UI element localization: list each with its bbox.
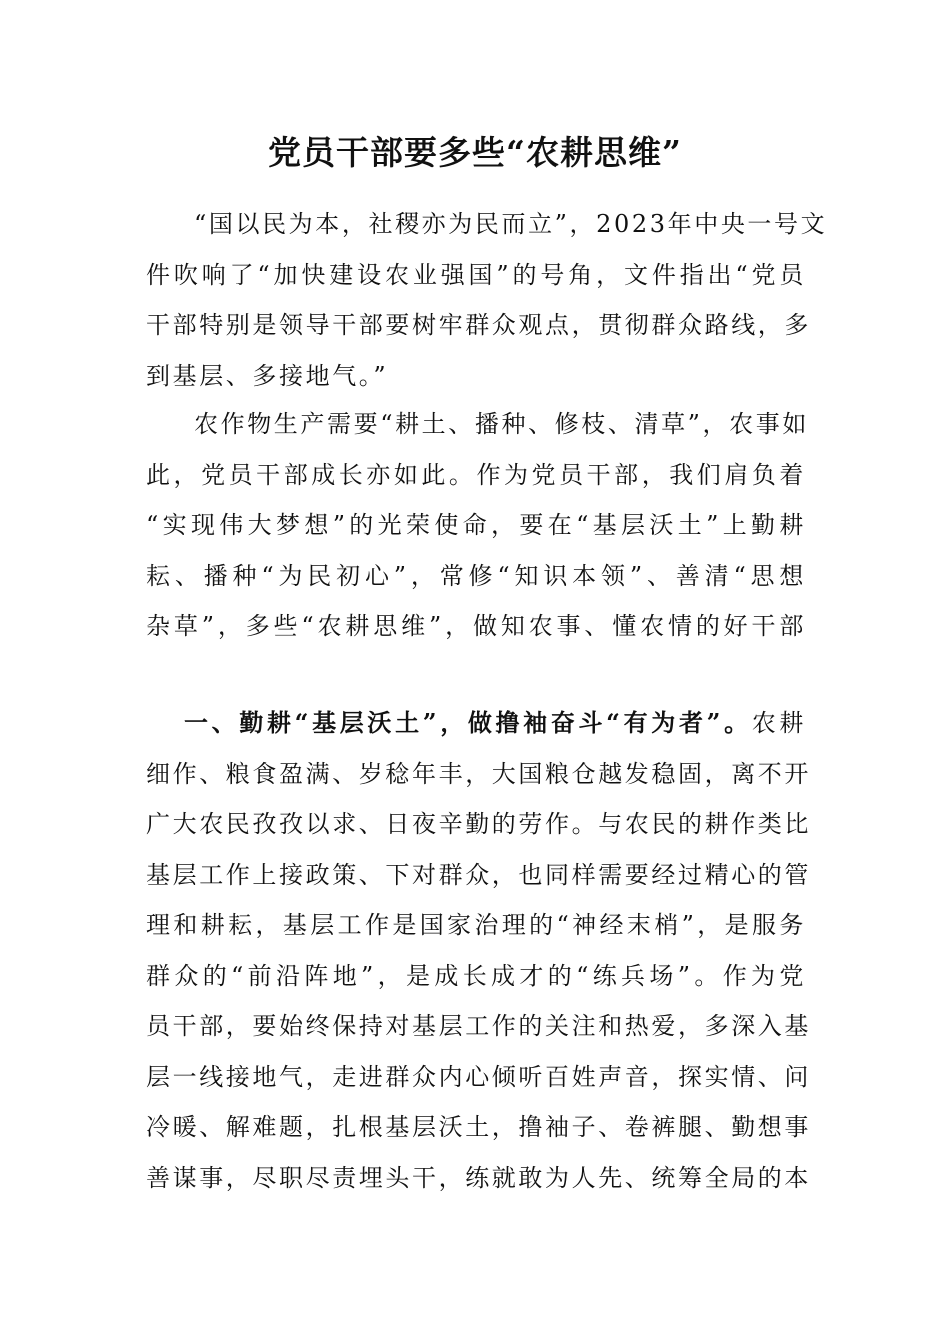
paragraph-line: 耘、播种“为民初心”，常修“知识本领”、善清“思想 bbox=[146, 561, 806, 590]
paragraph-farming bbox=[146, 399, 809, 652]
paragraph-intro bbox=[146, 199, 828, 401]
section-heading-rest: 农耕 bbox=[751, 709, 806, 737]
paragraph-line-with-heading bbox=[146, 698, 806, 749]
paragraph-line: 员干部，要始终保持对基层工作的关注和热爱，多深入基 bbox=[146, 1012, 811, 1040]
paragraph-line: 群众的“前沿阵地”，是成长成才的“练兵场”。作为党 bbox=[146, 961, 806, 990]
paragraph-line: 件吹响了“加快建设农业强国”的号角，文件指出“党员 bbox=[146, 260, 806, 289]
paragraph-line: 善谋事，尽职尽责埋头干，练就敢为人先、统筹全局的本 bbox=[146, 1163, 811, 1192]
paragraph-line: 冷暖、解难题，扎根基层沃土，撸袖子、卷裤腿、勤想事 bbox=[146, 1113, 811, 1141]
paragraph-line: 层一线接地气，走进群众内心倾听百姓声音，探实情、问 bbox=[146, 1062, 811, 1091]
section-heading: 一、勤耕“基层沃土”，做撸袖奋斗“有为者”。 bbox=[184, 708, 752, 737]
paragraph-line: 到基层、多接地气。” bbox=[146, 361, 389, 390]
paragraph-line: 细作、粮食盈满、岁稔年丰，大国粮仓越发稳固，离不开 bbox=[146, 759, 811, 788]
paragraph-line: “国以民为本，社稷亦为民而立”，2023年中央一号文 bbox=[194, 210, 828, 238]
paragraph-line: “实现伟大梦想”的光荣使命，要在“基层沃土”上勤耕 bbox=[146, 511, 806, 539]
paragraph-line: 基层工作上接政策、下对群众，也同样需要经过精心的管 bbox=[146, 860, 811, 889]
paragraph-line: 此，党员干部成长亦如此。作为党员干部，我们肩负着 bbox=[146, 460, 806, 489]
paragraph-line: 干部特别是领导干部要树牢群众观点，贯彻群众路线，多 bbox=[146, 311, 811, 339]
document-title: 党员干部要多些“农耕思维” bbox=[268, 133, 682, 172]
paragraph-line: 农作物生产需要“耕土、播种、修枝、清草”，农事如 bbox=[194, 410, 809, 438]
paragraph-line: 广大农民孜孜以求、日夜辛勤的劳作。与农民的耕作类比 bbox=[146, 810, 811, 838]
paragraph-line: 杂草”，多些“农耕思维”，做知农事、懂农情的好干部 bbox=[146, 612, 806, 640]
paragraph-section-one bbox=[146, 698, 811, 1203]
paragraph-line: 理和耕耘，基层工作是国家治理的“神经末梢”，是服务 bbox=[146, 911, 806, 939]
